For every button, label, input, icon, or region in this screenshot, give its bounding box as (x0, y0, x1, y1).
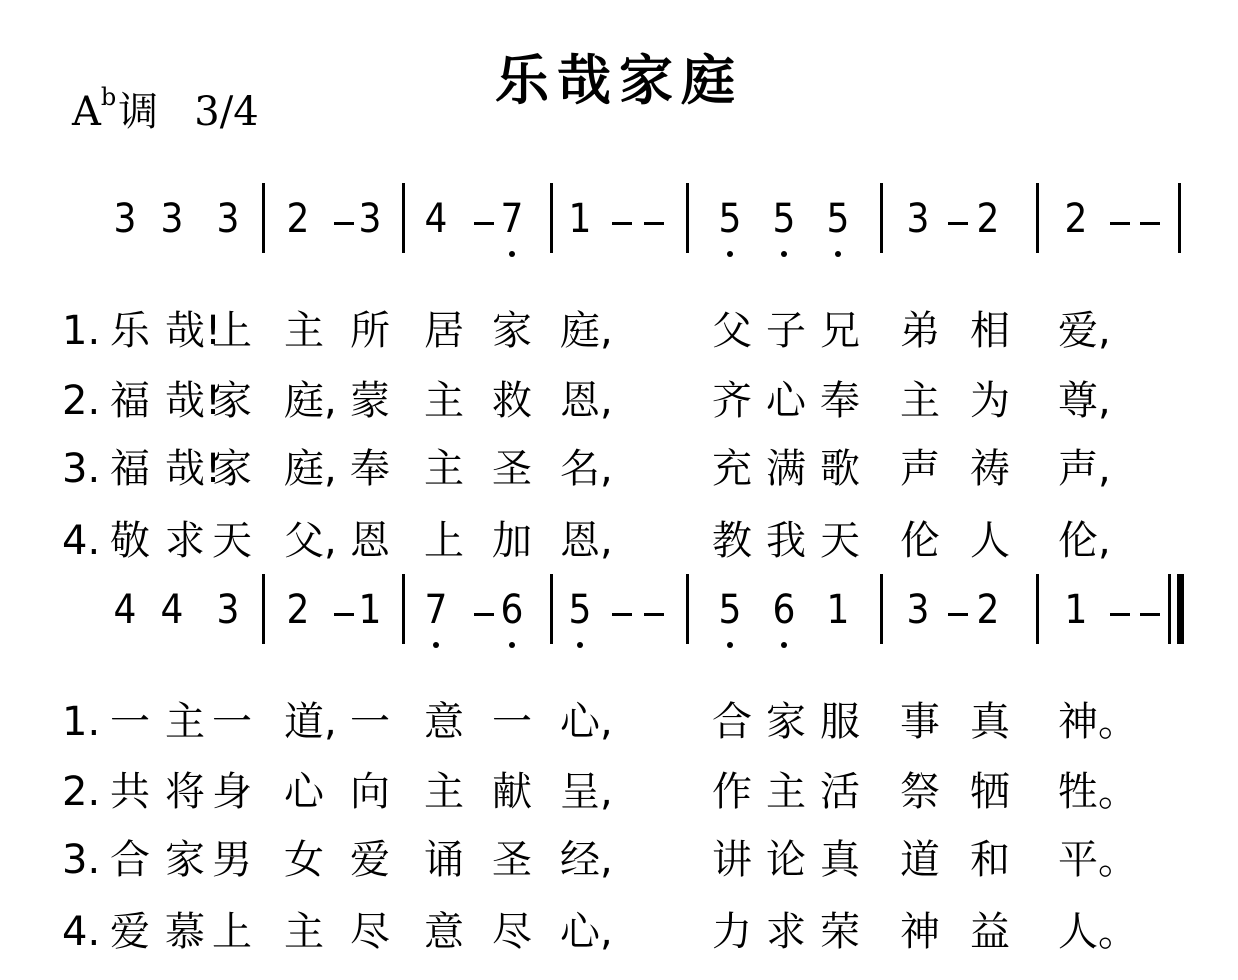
lyric-syllable: 意 (424, 699, 464, 745)
lyric-syllable: 齐 (712, 378, 752, 424)
verse-number: 3. (62, 446, 101, 492)
final-thin-barline (1168, 574, 1171, 644)
lyric-syllable: 福 (110, 378, 150, 424)
lyric-syllable: 家 (766, 699, 806, 745)
dash-extension (1140, 222, 1160, 225)
lyric-syllable: 合 (110, 837, 150, 883)
lyric-syllable: 心, (560, 699, 613, 745)
lyric-syllable: 身 (212, 769, 252, 815)
lyric-syllable: 主 (424, 378, 464, 424)
note: 4 (113, 587, 137, 633)
note: 2 (1064, 196, 1088, 242)
lyric-syllable: 充 (712, 446, 752, 492)
lyric-syllable: 益 (970, 909, 1010, 955)
verse-number: 1. (62, 308, 101, 354)
note: 1 (568, 196, 592, 242)
lyric-syllable: 主 (766, 769, 806, 815)
barline (550, 574, 553, 644)
note: 1 (1064, 587, 1088, 633)
lyric-syllable: 一 (212, 699, 252, 745)
lyric-syllable: 诵 (424, 837, 464, 883)
lyric-syllable: 男 (212, 837, 252, 883)
note: 7 (500, 196, 524, 242)
lyric-syllable: 圣 (492, 837, 532, 883)
lyric-syllable: 人 (970, 518, 1010, 564)
dash-extension (474, 222, 494, 225)
lyric-syllable: 庭, (560, 308, 613, 354)
lyric-syllable: 教 (712, 518, 752, 564)
dash-extension (948, 222, 968, 225)
end-barline (1178, 183, 1181, 253)
key-word: 调 (118, 89, 159, 135)
lyric-syllable: 主 (424, 769, 464, 815)
low-octave-dot (835, 251, 841, 257)
verse-number: 4. (62, 518, 101, 564)
lyric-syllable: 所 (350, 308, 390, 354)
note: 6 (500, 587, 524, 633)
barline (402, 183, 405, 253)
lyric-syllable: 哉! (165, 378, 222, 424)
lyric-syllable: 一 (350, 699, 390, 745)
lyric-syllable: 共 (110, 769, 150, 815)
note: 3 (906, 587, 930, 633)
note: 2 (976, 587, 1000, 633)
lyric-syllable: 庭, (284, 446, 337, 492)
lyric-syllable: 相 (970, 308, 1010, 354)
lyric-syllable: 兄 (820, 308, 860, 354)
low-octave-dot (509, 251, 515, 257)
lyric-syllable: 经, (560, 837, 613, 883)
lyric-syllable: 讲 (712, 837, 752, 883)
lyric-syllable: 一 (110, 699, 150, 745)
lyric-syllable: 向 (350, 769, 390, 815)
low-octave-dot (509, 642, 515, 648)
lyric-syllable: 上 (212, 909, 252, 955)
lyric-syllable: 天 (212, 518, 252, 564)
lyric-syllable: 力 (712, 909, 752, 955)
lyric-syllable: 蒙 (350, 378, 390, 424)
lyric-syllable: 声, (1058, 446, 1111, 492)
lyric-syllable: 奉 (350, 446, 390, 492)
lyric-syllable: 尽 (492, 909, 532, 955)
note: 2 (286, 587, 310, 633)
dash-extension (644, 613, 664, 616)
lyric-syllable: 真 (970, 699, 1010, 745)
note: 3 (906, 196, 930, 242)
verse-number: 2. (62, 769, 101, 815)
lyric-syllable: 呈, (560, 769, 613, 815)
lyric-syllable: 伦 (900, 518, 940, 564)
key-accidental: b (100, 83, 117, 111)
lyric-syllable: 献 (492, 769, 532, 815)
lyric-syllable: 为 (970, 378, 1010, 424)
lyric-syllable: 家 (212, 378, 252, 424)
note: 5 (718, 196, 742, 242)
lyric-syllable: 我 (766, 518, 806, 564)
note: 5 (568, 587, 592, 633)
key-signature (72, 80, 259, 137)
lyric-syllable: 荣 (820, 909, 860, 955)
lyric-syllable: 哉! (165, 308, 222, 354)
lyric-syllable: 神 (900, 909, 940, 955)
low-octave-dot (781, 642, 787, 648)
note: 3 (160, 196, 184, 242)
note: 3 (216, 587, 240, 633)
lyric-syllable: 声 (900, 446, 940, 492)
lyric-syllable: 作 (712, 769, 752, 815)
dash-extension (1110, 222, 1130, 225)
barline (686, 574, 689, 644)
lyric-syllable: 奉 (820, 378, 860, 424)
dash-extension (1140, 613, 1160, 616)
lyric-syllable: 圣 (492, 446, 532, 492)
lyric-syllable: 服 (820, 699, 860, 745)
lyric-syllable: 哉! (165, 446, 222, 492)
barline (880, 574, 883, 644)
lyric-syllable: 伦, (1058, 518, 1111, 564)
lyric-syllable: 福 (110, 446, 150, 492)
note: 5 (772, 196, 796, 242)
lyric-syllable: 事 (900, 699, 940, 745)
lyric-syllable: 女 (284, 837, 324, 883)
dash-extension (334, 613, 354, 616)
lyric-syllable: 上 (212, 308, 252, 354)
note: 6 (772, 587, 796, 633)
lyric-syllable: 爱, (1058, 308, 1111, 354)
note: 4 (424, 196, 448, 242)
low-octave-dot (781, 251, 787, 257)
lyric-syllable: 合 (712, 699, 752, 745)
lyric-syllable: 祭 (900, 769, 940, 815)
lyric-syllable: 心 (766, 378, 806, 424)
lyric-syllable: 道 (900, 837, 940, 883)
lyric-syllable: 尽 (350, 909, 390, 955)
dash-extension (474, 613, 494, 616)
lyric-syllable: 真 (820, 837, 860, 883)
note: 2 (976, 196, 1000, 242)
verse-number: 4. (62, 909, 101, 955)
lyric-syllable: 敬 (110, 518, 150, 564)
time-signature: 3/4 (194, 89, 259, 135)
note: 2 (286, 196, 310, 242)
lyric-syllable: 意 (424, 909, 464, 955)
note: 1 (358, 587, 382, 633)
lyric-syllable: 人。 (1058, 909, 1138, 955)
lyric-syllable: 家 (492, 308, 532, 354)
barline (262, 183, 265, 253)
lyric-syllable: 活 (820, 769, 860, 815)
lyric-syllable: 歌 (820, 446, 860, 492)
dash-extension (1110, 613, 1130, 616)
lyric-syllable: 慕 (165, 909, 205, 955)
dash-extension (612, 613, 632, 616)
final-thick-barline (1177, 574, 1184, 644)
lyric-syllable: 主 (900, 378, 940, 424)
lyric-syllable: 心, (560, 909, 613, 955)
lyric-syllable: 尊, (1058, 378, 1111, 424)
lyric-syllable: 求 (165, 518, 205, 564)
note: 3 (216, 196, 240, 242)
barline (402, 574, 405, 644)
low-octave-dot (577, 642, 583, 648)
barline (262, 574, 265, 644)
lyric-syllable: 牲。 (1058, 769, 1138, 815)
lyric-syllable: 庭, (284, 378, 337, 424)
low-octave-dot (433, 642, 439, 648)
lyric-syllable: 救 (492, 378, 532, 424)
page-title: 乐哉家庭 (495, 48, 743, 112)
lyric-syllable: 恩 (350, 518, 390, 564)
lyric-syllable: 满 (766, 446, 806, 492)
lyric-syllable: 道, (284, 699, 337, 745)
dash-extension (612, 222, 632, 225)
low-octave-dot (727, 251, 733, 257)
lyric-syllable: 子 (766, 308, 806, 354)
lyric-syllable: 神。 (1058, 699, 1138, 745)
low-octave-dot (727, 642, 733, 648)
lyric-syllable: 加 (492, 518, 532, 564)
lyric-syllable: 主 (284, 308, 324, 354)
lyric-syllable: 一 (492, 699, 532, 745)
lyric-syllable: 父 (712, 308, 752, 354)
barline (1036, 183, 1039, 253)
lyric-syllable: 家 (165, 837, 205, 883)
lyric-syllable: 天 (820, 518, 860, 564)
key-letter: A (72, 89, 101, 135)
barline (686, 183, 689, 253)
lyric-syllable: 居 (424, 308, 464, 354)
barline (880, 183, 883, 253)
lyric-syllable: 弟 (900, 308, 940, 354)
lyric-syllable: 主 (284, 909, 324, 955)
lyric-syllable: 家 (212, 446, 252, 492)
lyric-syllable: 上 (424, 518, 464, 564)
note: 5 (718, 587, 742, 633)
verse-number: 3. (62, 837, 101, 883)
lyric-syllable: 父, (284, 518, 337, 564)
lyric-syllable: 祷 (970, 446, 1010, 492)
lyric-syllable: 爱 (350, 837, 390, 883)
lyric-syllable: 牺 (970, 769, 1010, 815)
lyric-syllable: 主 (165, 699, 205, 745)
barline (550, 183, 553, 253)
dash-extension (948, 613, 968, 616)
lyric-syllable: 论 (766, 837, 806, 883)
dash-extension (334, 222, 354, 225)
verse-number: 1. (62, 699, 101, 745)
dash-extension (644, 222, 664, 225)
note: 3 (358, 196, 382, 242)
lyric-syllable: 和 (970, 837, 1010, 883)
lyric-syllable: 恩, (560, 518, 613, 564)
note: 1 (826, 587, 850, 633)
lyric-syllable: 恩, (560, 378, 613, 424)
note: 7 (424, 587, 448, 633)
barline (1036, 574, 1039, 644)
lyric-syllable: 爱 (110, 909, 150, 955)
lyric-syllable: 乐 (110, 308, 150, 354)
note: 3 (113, 196, 137, 242)
verse-number: 2. (62, 378, 101, 424)
note: 4 (160, 587, 184, 633)
lyric-syllable: 名, (560, 446, 613, 492)
lyric-syllable: 求 (766, 909, 806, 955)
note: 5 (826, 196, 850, 242)
lyric-syllable: 将 (165, 769, 205, 815)
lyric-syllable: 主 (424, 446, 464, 492)
lyric-syllable: 心 (284, 769, 324, 815)
lyric-syllable: 平。 (1058, 837, 1138, 883)
